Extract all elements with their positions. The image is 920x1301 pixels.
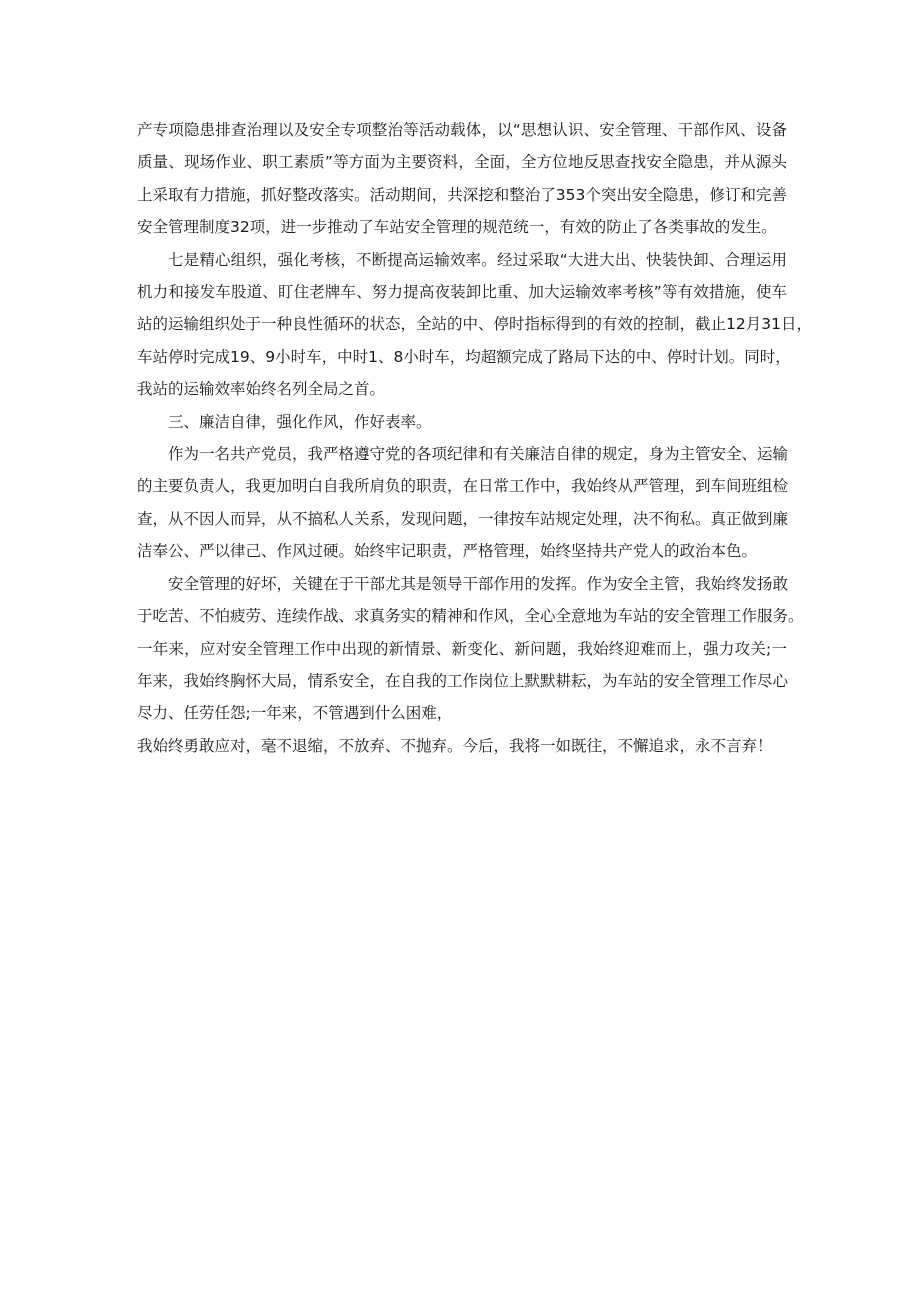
- paragraph-5: [137, 568, 804, 730]
- text-line: 于吃苦、不怕疲劳、连续作战、求真务实的精神和作风，全心全意地为车站的安全管理工作服务。: [137, 607, 804, 626]
- text-line: 一年来，应对安全管理工作中出现的新情景、新变化、新问题，我始终迎难而上，强力攻关;一: [137, 639, 787, 658]
- document-body: [137, 114, 812, 762]
- text-line: 车站停时完成19、9小时车，中时1、8小时车，均超额完成了路局下达的中、停时计划。同时，: [137, 347, 791, 366]
- paragraph-6: [137, 730, 787, 762]
- section-heading: [137, 406, 787, 438]
- text-line: 安全管理制度32项，进一步推动了车站安全管理的规范统一，有效的防止了各类事故的发生。: [137, 218, 777, 237]
- text-line: 的主要负责人，我更加明白自我所肩负的职责，在日常工作中，我始终从严管理，到车间班组检: [137, 477, 789, 496]
- text-line: 上采取有力措施，抓好整改落实。活动期间，共深挖和整治了353个突出安全隐患，修订和完善: [137, 185, 787, 204]
- text-line: 安全管理的好坏，关键在于干部尤其是领导干部作用的发挥。作为安全主管，我始终发扬敢: [168, 574, 789, 593]
- paragraph-1: [137, 114, 787, 244]
- text-line: 我站的运输效率始终名列全局之首。: [137, 380, 386, 399]
- paragraph-2: [137, 244, 812, 406]
- text-line: 产专项隐患排查治理以及安全专项整治等活动载体，以“思想认识、安全管理、干部作风、设备: [137, 121, 787, 139]
- text-line: 查，从不因人而异，从不搞私人关系，发现问题，一律按车站规定处理，决不徇私。真正做到廉: [137, 509, 789, 528]
- text-line: 七是精心组织，强化考核，不断提高运输效率。经过采取“大进大出、快装快卸、合理运用: [168, 250, 787, 269]
- section-heading-text: 三、廉洁自律，强化作风，作好表率。: [168, 412, 432, 431]
- paragraph-4: [137, 438, 787, 568]
- text-line: 质量、现场作业、职工素质”等方面为主要资料，全面，全方位地反思查找安全隐患，并从源头: [137, 153, 787, 172]
- text-line: 洁奉公、严以律己、作风过硬。始终牢记职责，严格管理，始终坚持共产党人的政治本色。: [137, 542, 758, 561]
- text-line: 站的运输组织处于一种良性循环的状态，全站的中、停时指标得到的有效的控制，截止12月31日，: [137, 315, 812, 334]
- text-line: 机力和接发车股道、盯住老牌车、努力提高夜装卸比重、加大运输效率考核”等有效措施，使车: [137, 283, 787, 302]
- text-line: 我始终勇敢应对，毫不退缩，不放弃、不抛弃。今后，我将一如既往，不懈追求，永不言弃！: [137, 736, 773, 755]
- text-line: 年来，我始终胸怀大局，情系安全，在自我的工作岗位上默默耕耘，为车站的安全管理工作尽心: [137, 671, 789, 690]
- text-line: 作为一名共产党员，我严格遵守党的各项纪律和有关廉洁自律的规定，身为主管安全、运输: [168, 445, 789, 464]
- text-line: 尽力、任劳任怨;一年来，不管遇到什么困难，: [137, 704, 453, 723]
